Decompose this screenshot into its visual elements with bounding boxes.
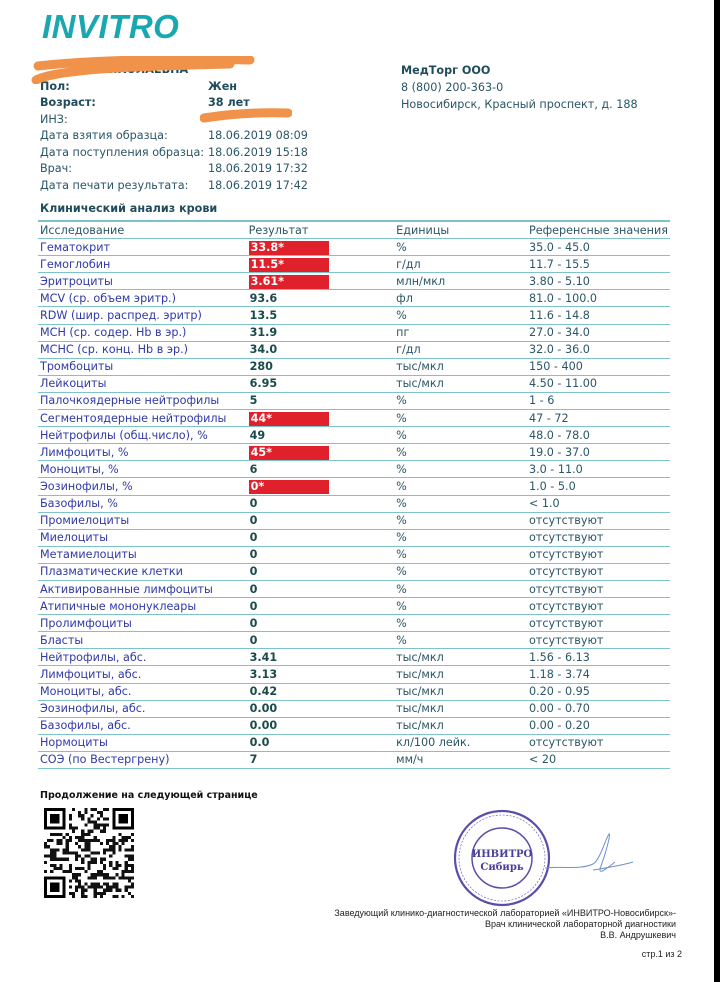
- result-value: 0: [249, 497, 258, 511]
- test-name: Плазматические клетки: [38, 563, 247, 580]
- test-name: Лимфоциты, абс.: [38, 666, 247, 683]
- table-row: [38, 410, 670, 427]
- result-value: 49: [249, 428, 266, 442]
- unit: %: [394, 563, 527, 580]
- patient-field-label: Возраст:: [40, 96, 96, 109]
- unit: %: [394, 478, 527, 495]
- unit: %: [394, 495, 527, 512]
- table-row: [38, 495, 670, 512]
- result-value: 0.00: [249, 719, 278, 733]
- result-cell: [247, 649, 395, 666]
- reference-range: 1.56 - 6.13: [527, 649, 670, 666]
- unit: %: [394, 239, 527, 256]
- test-name: Активированные лимфоциты: [38, 580, 247, 597]
- qr-code: [44, 808, 134, 898]
- test-name: Лейкоциты: [38, 375, 247, 392]
- result-value: 0: [249, 599, 258, 613]
- test-name: Бласты: [38, 632, 247, 649]
- signatory-block: [334, 908, 676, 941]
- result-value: 0: [249, 582, 258, 596]
- lab-phone: 8 (800) 200-363-0: [401, 81, 504, 94]
- result-cell: [247, 273, 395, 290]
- unit: тыс/мкл: [394, 649, 527, 666]
- result-cell: [247, 717, 395, 734]
- result-cell: [247, 427, 395, 444]
- test-name: Базофилы, абс.: [38, 717, 247, 734]
- table-row: [38, 324, 670, 341]
- result-flagged: 0*: [249, 480, 329, 494]
- result-value: 0.0: [249, 736, 270, 750]
- patient-field-label: Пол:: [40, 79, 70, 93]
- unit: %: [394, 427, 527, 444]
- reference-range: 3.80 - 5.10: [527, 273, 670, 290]
- reference-range: 19.0 - 37.0: [527, 444, 670, 461]
- result-value: 0: [249, 531, 258, 545]
- result-cell: [247, 324, 395, 341]
- result-flagged: 33.8*: [249, 241, 329, 255]
- table-row: [38, 615, 670, 632]
- reference-range: < 1.0: [527, 495, 670, 512]
- unit: %: [394, 461, 527, 478]
- result-value: 0: [249, 565, 258, 579]
- result-value: 0: [249, 514, 258, 528]
- result-cell: [247, 478, 395, 495]
- reference-range: 0.00 - 0.70: [527, 700, 670, 717]
- result-cell: [247, 700, 395, 717]
- result-cell: [247, 461, 395, 478]
- unit: %: [394, 529, 527, 546]
- test-name: Моноциты, абс.: [38, 683, 247, 700]
- header-units: Единицы: [394, 221, 527, 239]
- test-name: СОЭ (по Вестергрену): [38, 751, 247, 768]
- reference-range: 35.0 - 45.0: [527, 239, 670, 256]
- result-cell: [247, 239, 395, 256]
- table-row: [38, 666, 670, 683]
- unit: фл: [394, 290, 527, 307]
- unit: тыс/мкл: [394, 666, 527, 683]
- result-cell: [247, 632, 395, 649]
- result-cell: [247, 563, 395, 580]
- header-reference: Референсные значения: [527, 221, 670, 239]
- unit: тыс/мкл: [394, 717, 527, 734]
- patient-field-value: 38 лет: [208, 96, 250, 109]
- reference-range: 48.0 - 78.0: [527, 427, 670, 444]
- test-name: Нормоциты: [38, 734, 247, 751]
- result-value: 0: [249, 633, 258, 647]
- lab-name: МедТорг ООО: [401, 64, 491, 77]
- result-cell: [247, 734, 395, 751]
- patient-field-row: [40, 128, 360, 145]
- stamp-text-line2: Сибирь: [480, 862, 524, 873]
- table-row: [38, 392, 670, 409]
- screen-edge-bar: [714, 0, 720, 982]
- reference-range: 11.6 - 14.8: [527, 307, 670, 324]
- reference-range: 81.0 - 100.0: [527, 290, 670, 307]
- result-cell: [247, 666, 395, 683]
- test-name: Эозинофилы, %: [38, 478, 247, 495]
- table-row: [38, 529, 670, 546]
- table-row: [38, 461, 670, 478]
- reference-range: отсутствуют: [527, 563, 670, 580]
- reference-range: 1.18 - 3.74: [527, 666, 670, 683]
- test-name: Метамиелоциты: [38, 546, 247, 563]
- unit: %: [394, 444, 527, 461]
- patient-field-label: ИНЗ:: [40, 112, 68, 126]
- result-cell: [247, 375, 395, 392]
- result-cell: [247, 580, 395, 597]
- table-row: [38, 478, 670, 495]
- test-name: Тромбоциты: [38, 358, 247, 375]
- table-header-row: [38, 221, 670, 239]
- table-row: [38, 580, 670, 597]
- reference-range: 47 - 72: [527, 410, 670, 427]
- result-value: 93.6: [249, 291, 278, 305]
- signature: [545, 830, 635, 890]
- test-name: Гемоглобин: [38, 256, 247, 273]
- signatory-line1: Заведующий клинико-диагностической лабораторией «ИНВИТРО-Новосибирск»-: [334, 908, 676, 918]
- result-cell: [247, 598, 395, 615]
- unit: тыс/мкл: [394, 700, 527, 717]
- page-number: стр.1 из 2: [641, 949, 682, 959]
- reference-range: < 20: [527, 751, 670, 768]
- unit: %: [394, 392, 527, 409]
- table-row: [38, 375, 670, 392]
- patient-field-value: 18.06.2019 15:18: [208, 145, 308, 159]
- patient-field-row: [40, 178, 360, 195]
- table-row: [38, 341, 670, 358]
- test-name: MCHC (ср. конц. Hb в эр.): [38, 341, 247, 358]
- redaction-mark: [30, 56, 255, 84]
- unit: кл/100 лейк.: [394, 734, 527, 751]
- result-cell: [247, 392, 395, 409]
- patient-field-label: Дата поступления образца:: [40, 145, 205, 159]
- table-row: [38, 358, 670, 375]
- result-flagged: 45*: [249, 446, 329, 460]
- result-cell: [247, 290, 395, 307]
- patient-field-label: Дата взятия образца:: [40, 129, 168, 142]
- table-row: [38, 239, 670, 256]
- reference-range: 11.7 - 15.5: [527, 256, 670, 273]
- test-name: Базофилы, %: [38, 495, 247, 512]
- result-cell: [247, 546, 395, 563]
- patient-field-value: 18.06.2019 17:32: [208, 162, 308, 175]
- reference-range: 32.0 - 36.0: [527, 341, 670, 358]
- unit: %: [394, 598, 527, 615]
- test-name: MCV (ср. объем эритр.): [38, 290, 247, 307]
- unit: г/дл: [394, 256, 527, 273]
- result-cell: [247, 358, 395, 375]
- unit: %: [394, 546, 527, 563]
- reference-range: отсутствуют: [527, 632, 670, 649]
- unit: %: [394, 410, 527, 427]
- table-row: [38, 307, 670, 324]
- table-row: [38, 751, 670, 768]
- table-row: [38, 734, 670, 751]
- reference-range: 150 - 400: [527, 358, 670, 375]
- unit: %: [394, 632, 527, 649]
- continued-note: Продолжение на следующей странице: [40, 790, 258, 801]
- table-row: [38, 256, 670, 273]
- table-row: [38, 649, 670, 666]
- table-row: [38, 717, 670, 734]
- patient-field-row: [40, 145, 360, 162]
- reference-range: 0.20 - 0.95: [527, 683, 670, 700]
- result-value: 6: [249, 462, 258, 476]
- unit: %: [394, 512, 527, 529]
- patient-field-value: 18.06.2019 08:09: [208, 129, 308, 142]
- table-row: [38, 632, 670, 649]
- reference-range: отсутствуют: [527, 529, 670, 546]
- reference-range: отсутствуют: [527, 546, 670, 563]
- unit: тыс/мкл: [394, 683, 527, 700]
- result-value: 0: [249, 548, 258, 562]
- table-row: [38, 546, 670, 563]
- result-value: 31.9: [249, 326, 278, 340]
- reference-range: 0.00 - 0.20: [527, 717, 670, 734]
- result-cell: [247, 615, 395, 632]
- table-row: [38, 700, 670, 717]
- test-name: Гематокрит: [38, 239, 247, 256]
- section-title: Клинический анализ крови: [40, 202, 218, 215]
- test-name: Атипичные мононуклеары: [38, 598, 247, 615]
- unit: %: [394, 615, 527, 632]
- test-name: Эозинофилы, абс.: [38, 700, 247, 717]
- result-flagged: 3.61*: [249, 275, 329, 289]
- table-row: [38, 598, 670, 615]
- test-name: Нейтрофилы, абс.: [38, 649, 247, 666]
- table-row: [38, 273, 670, 290]
- reference-range: 27.0 - 34.0: [527, 324, 670, 341]
- test-name: Палочкоядерные нейтрофилы: [38, 392, 247, 409]
- table-row: [38, 512, 670, 529]
- result-value: 5: [249, 394, 258, 408]
- unit: млн/мкл: [394, 273, 527, 290]
- stamp-text-line1: ИНВИТРО: [471, 849, 533, 860]
- test-name: Моноциты, %: [38, 461, 247, 478]
- signatory-line2: Врач клинической лабораторной диагностики: [484, 919, 676, 929]
- result-value: 34.0: [249, 343, 278, 357]
- result-value: 0.42: [249, 685, 278, 699]
- result-value: 0.00: [249, 702, 278, 716]
- result-cell: [247, 529, 395, 546]
- patient-field-value: 18.06.2019 17:42: [208, 178, 308, 192]
- result-cell: [247, 256, 395, 273]
- unit: пг: [394, 324, 527, 341]
- header-test: Исследование: [38, 221, 247, 239]
- reference-range: отсутствуют: [527, 598, 670, 615]
- result-cell: [247, 307, 395, 324]
- table-row: [38, 427, 670, 444]
- table-row: [38, 444, 670, 461]
- test-name: Нейтрофилы (общ.число), %: [38, 427, 247, 444]
- patient-field-row: [40, 161, 360, 178]
- reference-range: отсутствуют: [527, 580, 670, 597]
- patient-name-visible: ИКОЛАЕВНА: [108, 63, 189, 76]
- lab-address: Новосибирск, Красный проспект, д. 188: [401, 98, 638, 111]
- result-cell: [247, 495, 395, 512]
- unit: %: [394, 307, 527, 324]
- invitro-logo: INVITRO: [42, 8, 180, 45]
- test-name: MCH (ср. содер. Hb в эр.): [38, 324, 247, 341]
- result-cell: [247, 410, 395, 427]
- result-value: 3.41: [249, 650, 278, 664]
- result-cell: [247, 512, 395, 529]
- table-row: [38, 290, 670, 307]
- result-flagged: 44*: [249, 412, 329, 426]
- test-name: Промиелоциты: [38, 512, 247, 529]
- unit: тыс/мкл: [394, 358, 527, 375]
- signatory-name: В.В. Андрушкевич: [600, 930, 676, 940]
- unit: г/дл: [394, 341, 527, 358]
- unit: мм/ч: [394, 751, 527, 768]
- reference-range: 1.0 - 5.0: [527, 478, 670, 495]
- result-value: 0: [249, 616, 258, 630]
- patient-field-value: Жен: [208, 79, 238, 93]
- lab-info: [401, 62, 638, 113]
- unit: %: [394, 580, 527, 597]
- header-result: Результат: [247, 221, 395, 239]
- test-name: Пролимфоциты: [38, 615, 247, 632]
- result-value: 7: [249, 753, 258, 767]
- patient-field-label: Врач:: [40, 162, 73, 175]
- result-value: 3.13: [249, 667, 278, 681]
- reference-range: 3.0 - 11.0: [527, 461, 670, 478]
- reference-range: 4.50 - 11.00: [527, 375, 670, 392]
- unit: тыс/мкл: [394, 375, 527, 392]
- result-flagged: 11.5*: [249, 258, 329, 272]
- table-row: [38, 563, 670, 580]
- redaction-mark: [200, 108, 292, 124]
- reference-range: отсутствуют: [527, 615, 670, 632]
- result-cell: [247, 683, 395, 700]
- test-name: Миелоциты: [38, 529, 247, 546]
- result-cell: [247, 751, 395, 768]
- lab-stamp: [452, 808, 552, 908]
- patient-field-label: Дата печати результата:: [40, 178, 189, 192]
- test-name: Лимфоциты, %: [38, 444, 247, 461]
- test-name: RDW (шир. распред. эритр): [38, 307, 247, 324]
- reference-range: отсутствуют: [527, 512, 670, 529]
- result-cell: [247, 341, 395, 358]
- reference-range: отсутствуют: [527, 734, 670, 751]
- result-value: 280: [249, 360, 273, 374]
- table-row: [38, 683, 670, 700]
- result-value: 6.95: [249, 377, 278, 391]
- test-name: Сегментоядерные нейтрофилы: [38, 410, 247, 427]
- reference-range: 1 - 6: [527, 392, 670, 409]
- result-cell: [247, 444, 395, 461]
- results-table: [38, 220, 670, 769]
- test-name: Эритроциты: [38, 273, 247, 290]
- result-value: 13.5: [249, 309, 278, 323]
